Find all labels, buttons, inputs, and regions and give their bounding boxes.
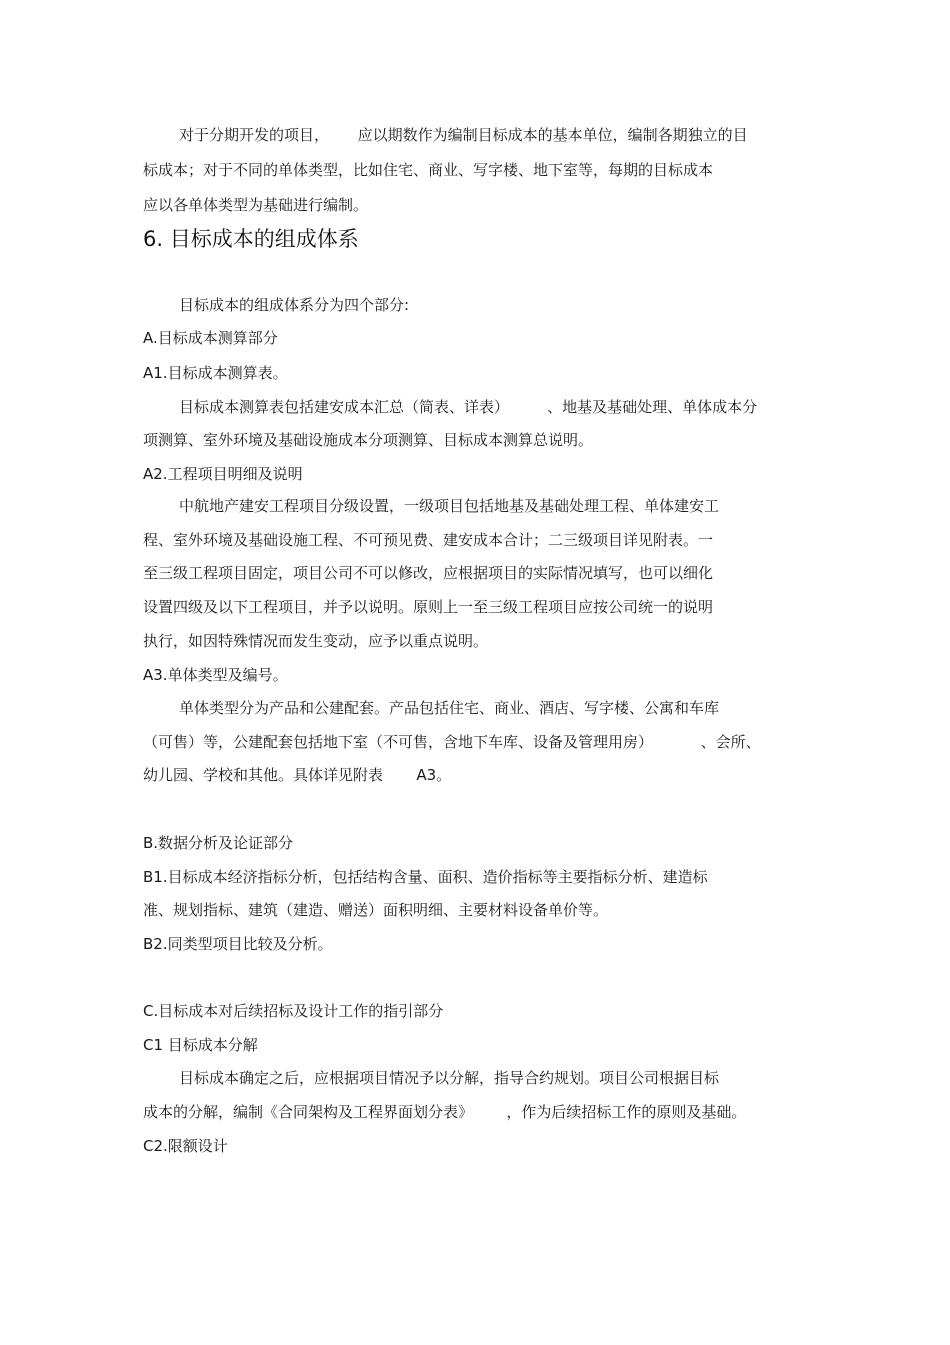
item-heading: C2.限额设计 <box>143 1137 228 1155</box>
paragraph-line: 成本的分解，编制《合同架构及工程界面划分表》 ，作为后续招标工作的原则及基础。 <box>143 1103 747 1121</box>
paragraph-line: （可售）等，公建配套包括地下室（不可售，含地下车库、设备及管理用房） 、会所、 <box>143 733 761 751</box>
paragraph-line: 目标成本确定之后，应根据项目情况予以分解，指导合约规划。项目公司根据目标 <box>179 1069 720 1087</box>
paragraph-line: 标成本；对于不同的单体类型，比如住宅、商业、写字楼、地下室等，每期的目标成本 <box>143 161 714 179</box>
paragraph-line: 设置四级及以下工程项目，并予以说明。原则上一至三级工程项目应按公司统一的说明 <box>143 598 714 616</box>
paragraph-line: 执行，如因特殊情况而发生变动，应予以重点说明。 <box>143 632 489 650</box>
subsection-heading: C.目标成本对后续招标及设计工作的指引部分 <box>143 1002 444 1020</box>
item-heading: B2.同类型项目比较及分析。 <box>143 935 333 953</box>
paragraph-line: B1.目标成本经济指标分析，包括结构含量、面积、造价指标等主要指标分析、建造标 <box>143 868 708 886</box>
paragraph-line: 目标成本的组成体系分为四个部分: <box>179 296 410 314</box>
paragraph-line: 单体类型分为产品和公建配套。产品包括住宅、商业、酒店、写字楼、公寓和车库 <box>179 699 720 717</box>
subsection-heading: B.数据分析及论证部分 <box>143 834 294 852</box>
paragraph-line: 程、室外环境及基础设施工程、不可预见费、建安成本合计；二三级项目详见附表。一 <box>143 531 714 549</box>
paragraph-line: 准、规划指标、建筑（建造、赠送）面积明细、主要材料设备单价等。 <box>143 901 609 919</box>
paragraph-line: 中航地产建安工程项目分级设置，一级项目包括地基及基础处理工程、单体建安工 <box>179 497 720 515</box>
section-heading: 6. 目标成本的组成体系 <box>143 227 359 251</box>
paragraph-line: 对于分期开发的项目， 应以期数作为编制目标成本的基本单位，编制各期独立的目 <box>179 126 748 144</box>
item-heading: A3.单体类型及编号。 <box>143 666 288 684</box>
paragraph-line: 项测算、室外环境及基础设施成本分项测算、目标成本测算总说明。 <box>143 431 594 449</box>
item-heading: A1.目标成本测算表。 <box>143 364 288 382</box>
item-heading: C1 目标成本分解 <box>143 1036 258 1054</box>
paragraph-line: 目标成本测算表包括建安成本汇总（简表、详表） 、地基及基础处理、单体成本分 <box>179 398 758 416</box>
paragraph-line: 应以各单体类型为基础进行编制。 <box>143 196 369 214</box>
subsection-heading: A.目标成本测算部分 <box>143 329 278 347</box>
paragraph-line: 至三级工程项目固定，项目公司不可以修改，应根据项目的实际情况填写，也可以细化 <box>143 564 714 582</box>
item-heading: A2.工程项目明细及说明 <box>143 465 303 483</box>
paragraph-line: 幼儿园、学校和其他。具体详见附表 A3。 <box>143 766 452 784</box>
